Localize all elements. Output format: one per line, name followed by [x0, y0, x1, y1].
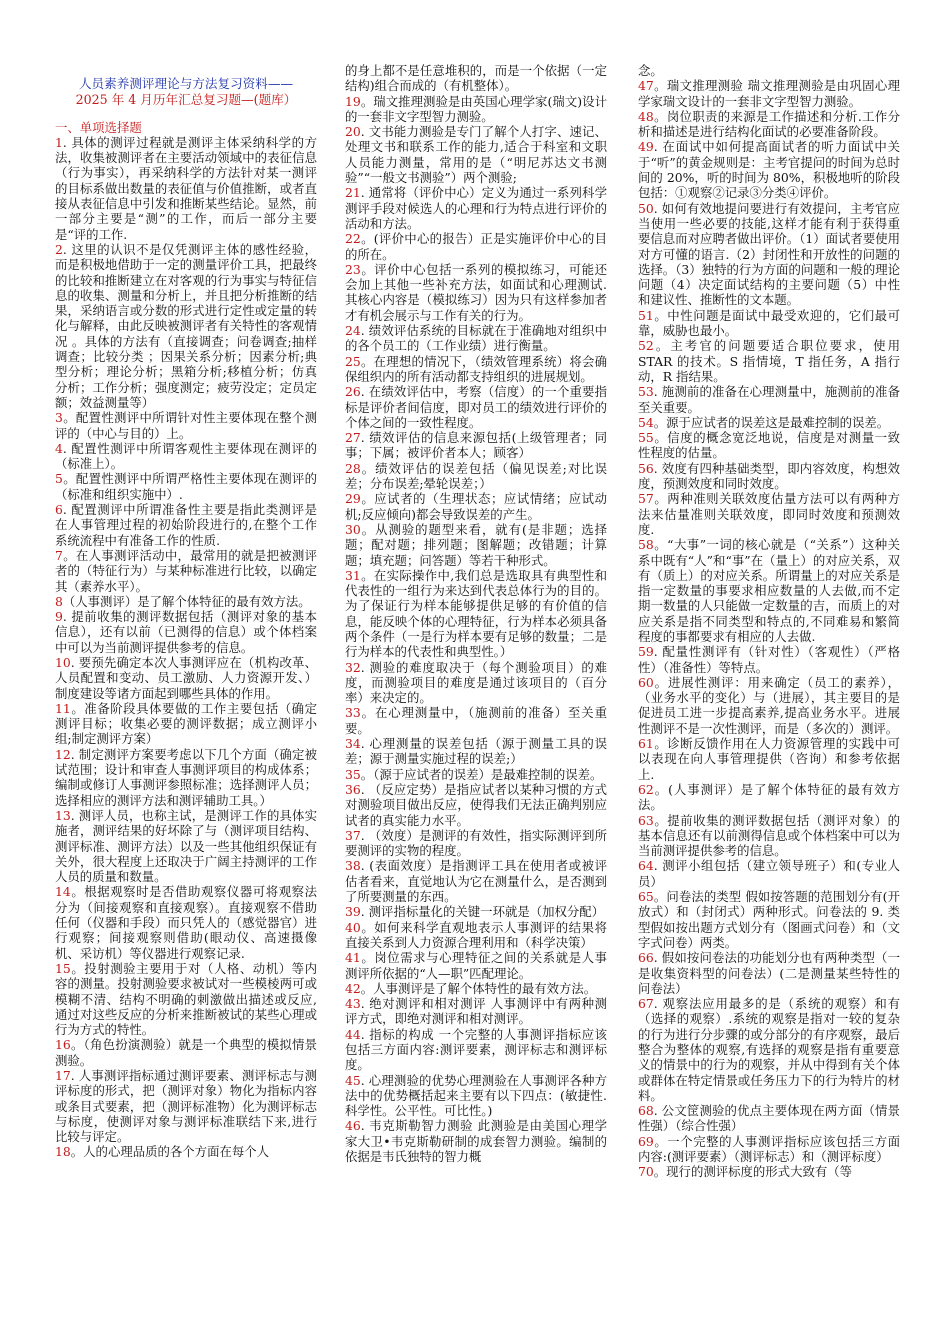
question-number: 53	[638, 384, 654, 400]
question-number: 3	[55, 410, 63, 426]
question-number: 62	[638, 781, 654, 797]
question-number: 42	[345, 980, 361, 996]
question-item	[638, 1103, 900, 1134]
question-item	[638, 813, 900, 859]
question-text: 。人的心理品质的各个方面在每个人	[70, 1144, 270, 1160]
question-item	[345, 124, 607, 185]
question-number: 37	[345, 827, 361, 843]
question-number: 17	[55, 1068, 71, 1083]
question-item	[55, 701, 317, 747]
question-number: 51	[638, 307, 654, 323]
question-item	[55, 502, 317, 548]
section-heading: 一、单项选择题	[55, 119, 142, 135]
question-number: 39	[345, 904, 361, 920]
question-item	[638, 78, 900, 109]
question-item	[345, 828, 607, 859]
question-text: . (表面效度）是指测评工具在使用者或被评估者看来，直觉地认为它在测量什么，是否测到了所要测量的东西。	[345, 858, 607, 905]
question-item	[345, 323, 607, 354]
question-text: 。瑞文推理测验 瑞文推理测验是由巩固心理学家瑞文设计的一套非文字型智力测验。	[638, 78, 900, 109]
question-number: 69	[638, 1133, 654, 1149]
question-list	[345, 63, 607, 1164]
question-text: . 心理测验的优势心理测验在人事测评各种方法中的优势概括起来主要有以下四点：(敏捷性.科学性。公平性。可比性。)	[345, 1072, 607, 1119]
question-text: . 配置测评中所谓准备性主要是指此类测评是在人事管理过程的初始阶段进行的,在整个工作系统流程中有准备工作的性质.	[55, 502, 317, 548]
question-number: 11	[55, 700, 71, 716]
column-left	[55, 76, 317, 1160]
question-number: 25	[345, 353, 361, 369]
question-item	[55, 1068, 317, 1144]
question-item	[638, 996, 900, 1103]
question-number: 50	[638, 200, 654, 216]
question-item	[638, 338, 900, 384]
question-number: 18	[55, 1144, 71, 1160]
question-list	[638, 63, 900, 1180]
question-item	[345, 94, 607, 125]
question-text: . 绩效评估的信息来源包括(上级管理者；同事；下属；被评价者本人；顾客）	[345, 430, 607, 461]
question-text: . 韦克斯勒智力测验 此测验是由美国心理学家大卫•韦克斯勒研制的成套智力测验。编制的依据是韦氏独特的智力概	[345, 1118, 607, 1165]
question-text: 。诊断反馈作用在人力资源管理的实践中可以表现在向人事管理提供（咨询）和参考依据上.	[638, 736, 900, 782]
question-text: 。配置性测评中所谓严格性主要体现在测评的（标准和组织实施中）.	[55, 471, 317, 502]
question-item	[345, 981, 607, 996]
title-line-2: 2025 年 4 月历年汇总复习题—(题库）	[75, 91, 297, 107]
question-item	[638, 308, 900, 339]
question-text: 念。	[638, 63, 663, 78]
question-text: 。源于应试者的误差这是最难控制的误差。	[653, 414, 890, 430]
question-item	[345, 522, 607, 568]
question-item	[345, 231, 607, 262]
question-item	[345, 996, 607, 1027]
document-title	[55, 76, 317, 108]
question-item	[55, 242, 317, 410]
question-number: 57	[638, 491, 654, 507]
question-text: 。如何来科学直观地表示人事测评的结果将直接关系到人力资源合理利用和（科学决策）	[345, 919, 607, 950]
question-text: 。问卷法的类型 假如按答题的范围划分有(开放式）和（封闭式）两种形式。问卷法的 9. 类型假如按出题方式划分有（图画式问卷）和（文字式问卷）两类。	[638, 889, 900, 950]
question-item	[345, 491, 607, 522]
question-text: 。在人事测评活动中，最常用的就是把被测评者的（特征行为）与某种标准进行比较，以确定其（素养水平）。	[55, 547, 317, 594]
question-text: . 配量性测评有（针对性）（客观性）（严格性）（准备性）等特点。	[638, 644, 900, 675]
question-number: 46	[345, 1118, 361, 1134]
question-number: 1	[55, 134, 63, 150]
question-number: 38	[345, 858, 361, 874]
question-text: . 配置性测评中所谓客观性主要体现在测评的（标准上）。	[55, 440, 317, 472]
question-list	[55, 135, 317, 1160]
question-number: 63	[638, 812, 654, 828]
question-number: 23	[345, 261, 361, 277]
question-item	[345, 568, 607, 660]
question-number: 32	[345, 659, 361, 675]
question-text: 。在实际操作中,我们总是选取具有典型性和代表性的一组行为来达到代表总体行为的目的。为了保证行为样本能够提供足够的有价值的信息，能反映个体的心理特征，行为样本必须具备两个条件（一是行为样本要有足够的数量；二是行为样本的代表性和典型性。）	[345, 567, 607, 660]
question-item	[345, 920, 607, 951]
question-text: . 绝对测评和相对测评 人事测评中有两种测评方式，即绝对测评和相对测评。	[345, 996, 607, 1027]
question-number: 54	[638, 414, 654, 430]
question-item	[638, 63, 900, 78]
question-item	[638, 950, 900, 996]
question-item	[55, 609, 317, 655]
question-text: 。评价中心包括一系列的模拟练习，可能还会加上其他一些补充方法，如面试和心理测试.其核心内容是（模拟练习）因为只有这样参加者才有机会展示与工作有关的行为。	[345, 261, 607, 323]
question-text: 。岗位需求与心理特征之间的关系就是人事测评所依据的“人—职”匹配理论。	[345, 950, 607, 981]
question-item	[345, 858, 607, 904]
question-text: 。主考官的问题要适合职位要求，使用 STAR 的技术。S 指情境，T 指任务，A 指行动，R 指结果。	[638, 338, 900, 384]
question-number: 48	[638, 108, 654, 124]
question-number: 41	[345, 950, 361, 966]
question-item	[345, 185, 607, 231]
question-number: 13	[55, 807, 71, 823]
question-text: . 效度有四种基础类型，即内容效度，构想效度，预测效度和同时效度。	[638, 460, 900, 492]
question-text: . 文书能力测验是专门了解个人打字、速记、处理文书和联系工作的能力,适合于科室和文职人员能力测量，常用的是（“明尼苏达文书测验”“一般文书测验”）两个测验;	[345, 124, 607, 186]
question-text: . （反应定势）是指应试者以某种习惯的方式对测验项目做出反应，使得我们无法正确判别应试者的真实能力水平。	[345, 781, 607, 828]
question-item	[345, 354, 607, 385]
question-item	[55, 410, 317, 441]
question-item	[345, 950, 607, 981]
question-number: 28	[345, 460, 361, 476]
question-text: 。配置性测评中所谓针对性主要体现在整个测评的（中心与目的）上。	[55, 410, 317, 441]
question-number: 29	[345, 491, 361, 507]
question-text: 。进展性测评：用来确定（员工的素养），（业务水平的变化）与（进展），其主要目的是促进员工进一步提高素养,提高业务水平。进展性测评不是一次性测评，而是（多次的）测评。	[638, 674, 900, 736]
question-number: 40	[345, 919, 361, 935]
question-item	[345, 262, 607, 323]
question-text: 。(评价中心的报告）正是实施评价中心的目的所在。	[345, 231, 607, 262]
question-number: 4	[55, 440, 63, 456]
question-text: . 施测前的准备在心理测量中，施测前的准备至关重要。	[638, 384, 900, 415]
question-text: 。根据观察时是否借助观察仪器可将观察法分为（间接观察和直接观察）。直接观察不借助任何（仪器和手段）而只凭人的（感觉器官）进行观察；间接观察则借助(眼动仪、高速摄像机、采访机）等仪器进行观察记录.	[55, 884, 317, 961]
question-text: 。人事测评是了解个体特性的最有效方法。	[360, 980, 597, 996]
question-item	[55, 548, 317, 594]
column-right	[638, 63, 900, 1180]
question-text: 。“大事”一词的核心就是（“关系”）这种关系中既有“人”和“事”在（量上）的对应关系，双有（质上）的对应关系。所谓量上的对应关系是指一定数量的事要求相应数量的人去做,而不定期一数量的人只能做一定数量的吉，而质上的对应关系是指不同类型和特点的,不同难易和繁简程度的事都要求有相应的人去做.	[638, 537, 900, 644]
question-item	[638, 1134, 900, 1165]
question-text: . 指标的构成 一个完整的人事测评指标应该包括三方面内容:测评要素，测评标志和测评标度。	[345, 1026, 607, 1073]
question-item	[638, 537, 900, 644]
column-middle	[345, 63, 607, 1164]
question-number: 61	[638, 736, 654, 752]
question-item	[345, 1073, 607, 1119]
question-item	[638, 461, 900, 492]
question-number: 36	[345, 781, 361, 797]
question-number: 43	[345, 996, 361, 1012]
question-item	[638, 782, 900, 813]
question-text: 。现行的测评标度的形式大致有（等	[653, 1164, 853, 1180]
question-text: 。在心理测量中，（施测前的准备）至关重要。	[345, 705, 607, 736]
question-text: 。在理想的情况下，（绩效管理系统）将会确保组织内的所有活动都支持组织的进展规划。	[345, 353, 607, 384]
question-number: 2	[55, 241, 63, 257]
question-number: 52	[638, 338, 654, 354]
question-text: . 要预先确定本次人事测评应在（机构改革、人员配置和变动、员工激励、人力资源开发、）制度建设等诸方面起到哪些具体的作用。	[55, 654, 317, 701]
question-number: 49	[638, 139, 654, 155]
question-text: . 提前收集的测评数据包括（测评对象的基本信息），还有以前（已测得的信息）或个体档案中可以为当前测评提供参考的信息。	[55, 609, 317, 655]
question-item	[55, 594, 317, 609]
title-line-1: 人员素养测评理论与方法复习资料——	[78, 76, 294, 91]
question-number: 33	[345, 705, 361, 721]
question-number: 21	[345, 185, 361, 201]
question-text: . 如何有效地提问要进行有效提问，主考官应当使用一些必要的技能,这样才能有利于获得重要信息而对应聘者做出评价。（1）面试者要使用对方可懂的语言.（2）封闭性和开放性的问题的选择。（3）独特的行为方面的问题和一般的理论问题（4）决定面试结构的主要问题（5）中性和建议性、推断性的文本题。	[638, 200, 900, 308]
question-number: 7	[55, 547, 63, 563]
question-text: 。一个完整的人事测评指标应该包括三方面内容:(测评要素）（测评标志）和（测评标度）	[638, 1133, 900, 1165]
question-number: 35	[345, 766, 361, 782]
question-text: 。投射测验主要用于对（人格、动机）等内容的测量。投射测验要求被试对一些模棱两可或模糊不清、结构不明确的刺激做出描述或反应,通过对这些反应的分析来推断被试的某些心理或行为方式的特性。	[55, 960, 317, 1038]
question-item	[55, 1144, 317, 1159]
question-text: 。从测验的题型来看，就有(是非题；选择题；配对题；排列题；图解题；改错题；计算题；填充题；问答题）等若干种形式。	[345, 521, 607, 568]
question-number: 45	[345, 1072, 361, 1088]
question-number: 12	[55, 746, 71, 762]
question-item	[345, 384, 607, 430]
question-text: . （效度）是测评的有效性，指实际测评到所要测评的实物的程度。	[345, 827, 607, 859]
question-item	[345, 767, 607, 782]
question-text: . 心理测量的误差包括（源于测量工具的误差；源于测量实施过程的误差;）	[345, 736, 607, 767]
question-item	[345, 904, 607, 919]
question-number: 9	[55, 609, 63, 625]
question-item	[55, 471, 317, 502]
question-item	[638, 736, 900, 782]
question-item	[345, 705, 607, 736]
question-text: 。(人事测评）是了解个体特征的最有效方法。	[638, 781, 900, 813]
question-number: 20	[345, 124, 361, 140]
question-number: 27	[345, 430, 361, 446]
question-text: . 测评指标量化的关键一环就是（加权分配）	[360, 904, 605, 920]
question-item	[638, 491, 900, 537]
question-number: 26	[345, 384, 361, 400]
question-text: 。提前收集的测评数据包括（测评对象）的基本信息还有以前测得信息或个体档案中可以为当前测评提供参考的信息。	[638, 812, 900, 859]
question-item	[638, 415, 900, 430]
question-item	[55, 655, 317, 701]
question-text: . 在绩效评估中，考察（信度）的一个重要指标是评价者间信度，即对员工的绩效进行评价的个体之间的一致性程度。	[345, 384, 607, 430]
question-text: . 这里的认识不是仅凭测评主体的感性经验，而是积极地借助于一定的测量评价工具，把最终的比较和推断建立在对客观的行为事实与特征信息的收集、测量和分析上，并且把分析推断的结果，采纳语言或分数的形式进行定性或定量的转化与解释，由此反映被测评者有关特性的客观情况 。具体的方法有（直接调查；问卷调查;抽样调查；比较分类 ；因果关系分析；因素分析;典型分析；理论分析；黑箱分析;移植分析；仿真分析；工作分析；强度测定；疲劳没定；定员定额；效益测量等）	[55, 241, 317, 410]
question-number: 66	[638, 950, 654, 966]
question-text: 。准备阶段具体要做的工作主要包括（确定测评目标；收集必要的测评数据；成立测评小组;制定测评方案）	[55, 700, 317, 747]
question-item	[55, 441, 317, 472]
question-item	[345, 736, 607, 767]
question-number: 55	[638, 430, 654, 446]
question-item	[345, 1027, 607, 1073]
question-text: 。（角色扮演测验）就是一个典型的模拟情景测验。	[55, 1037, 317, 1068]
question-text: . 在面试中如何提高面试者的听力面试中关于“听”的黄金规则是：主考官提问的时间为总时间的 20%，听的时间为 80%，积极地听的阶段包括：①观察②记录③分类④评价。	[638, 139, 900, 201]
question-item	[345, 63, 607, 94]
question-number: 10	[55, 654, 71, 670]
question-number: 31	[345, 567, 361, 583]
question-item	[345, 430, 607, 461]
question-item	[638, 1164, 900, 1179]
question-number: 6	[55, 502, 63, 518]
question-number: 19	[345, 93, 361, 109]
question-text: . 观察法应用最多的是（系统的观察）和有（选择的观察）.系统的观察是指对一较的复杂的行为进行分步骤的或分部分的有序观察，最后整合为整体的观察,有选择的观察是指有重要意义的情景中的行为的观察，并从中得到有关个体或群体在特定情景或任务压力下的行为特片的材料。	[638, 996, 900, 1103]
question-number: 22	[345, 231, 361, 247]
question-text: 。信度的概念宽泛地说，信度是对测量一致性程度的估量。	[638, 430, 900, 461]
question-text: . 公文筐测验的优点主要体现在两方面（情景性强）（综合性强）	[638, 1103, 900, 1134]
question-number: 64	[638, 858, 654, 874]
question-number: 60	[638, 674, 654, 690]
question-text: . 通常将（评价中心）定义为通过一系列科学测评手段对候选人的心理和行为特点进行评价的活动和方法。	[345, 185, 607, 231]
question-text: 。两种准则关联效度估量方法可以有两种方法来估量准则关联效度，即同时效度和预测效度.	[638, 491, 900, 537]
question-number: 58	[638, 537, 654, 553]
question-item	[638, 384, 900, 415]
question-number: 14	[55, 884, 71, 900]
question-item	[638, 858, 900, 889]
question-text: 。岗位职责的来源是工作描述和分析.工作分析和描述是进行结构化面试的必要准备阶段。	[638, 108, 900, 140]
question-number: 68	[638, 1103, 654, 1119]
question-item	[345, 1118, 607, 1164]
question-item	[345, 660, 607, 706]
question-number: 44	[345, 1026, 361, 1042]
question-item	[55, 808, 317, 884]
question-number: 56	[638, 460, 654, 476]
question-number: 34	[345, 736, 361, 752]
question-item	[55, 884, 317, 960]
question-item	[345, 782, 607, 828]
question-item	[638, 889, 900, 950]
question-number: 30	[345, 521, 361, 537]
question-text: . 测验的难度取决于（每个测验项目）的难度，而测验项目的难度是通过该项目的（百分率）来决定的。	[345, 659, 607, 706]
question-number: 16	[55, 1037, 71, 1053]
question-text: 。绩效评估的误差包括（偏见误差;对比误差；分布误差;晕轮误差；）	[345, 460, 607, 492]
question-number: 24	[345, 323, 361, 339]
question-item	[55, 135, 317, 242]
question-number: 47	[638, 78, 654, 94]
question-text: 。应试者的（生理状态；应试情绪；应试动机;反应倾向)都会导致误差的产生。	[345, 491, 607, 522]
question-number: 65	[638, 889, 654, 905]
question-item	[55, 961, 317, 1037]
question-number: 70	[638, 1164, 654, 1180]
question-text: 的身上都不是任意堆积的，而是一个依据（一定结构)组合而成的（有机整体）。	[345, 63, 607, 94]
question-number: 59	[638, 644, 654, 660]
question-text: . 人事测评指标通过测评要素、测评标志与测评标度的形式，把（测评对象）物化为指标内容或条目式要素，把（测评标准物）化为测评标志与标度，使测评对象与测评标准联结下来,进行比较与评定。	[55, 1068, 317, 1145]
question-number: 5	[55, 471, 63, 487]
question-number: 67	[638, 996, 654, 1012]
question-item	[638, 675, 900, 736]
question-text: . 假如按问卷法的功能划分也有两种类型（一是收集资料型的问卷法）(二是测量某些特性的问卷法）	[638, 950, 900, 996]
question-item	[638, 139, 900, 200]
question-item	[55, 747, 317, 808]
question-text: . 测评人员，也称主试，是测评工作的具体实施者，测评结果的好坏除了与（测评项目结构、测评标准、测评方法）以及一些其他组织保证有关外，很大程度上还取决于广阔主持测评的工作人员的质量和数量。	[55, 807, 317, 885]
question-number: 8	[55, 593, 63, 609]
question-item	[55, 1037, 317, 1068]
question-text: 。中性问题是面试中最受欢迎的，它们最可靠，威胁也最小。	[638, 307, 900, 339]
question-text: . 测评小组包括（建立领导班子）和(专业人员）	[638, 858, 900, 889]
question-number: 15	[55, 960, 71, 976]
question-item	[638, 430, 900, 461]
question-text: 。瑞文推理测验是由英国心理学家(瑞文)设计的一套非文字型智力测验。	[345, 93, 607, 124]
question-item	[638, 109, 900, 140]
question-text: . 制定测评方案要考虑以下几个方面（确定被试范围；设计和审查人事测评项目的构成体系；编制或修订人事测评参照标准；选择测评人员；选择相应的测评方法和测评辅助工具。）	[55, 746, 317, 808]
question-text: . 绩效评估系统的目标就在于准确地对组织中的各个员工的（工作业绩）进行衡量。	[345, 323, 607, 354]
question-item	[638, 201, 900, 308]
question-item	[638, 644, 900, 675]
question-item	[345, 461, 607, 492]
question-text: 。（源于应试者的误差）是最难控制的误差。	[360, 766, 603, 782]
question-text: （人事测评）是了解个体特征的最有效方法。	[62, 593, 311, 609]
question-text: . 具体的测评过程就是测评主体采纳科学的方法，收集被测评者在主要活动领域中的表征信息（行为事实），再采纳科学的方法针对某一测评的目标系做出数量的表征值与价值推断，或者直接从表征信息中引发和推断某些结论。显然，前一部分主要是“测”的工作，而后一部分主要是“评的工作.	[55, 134, 317, 242]
